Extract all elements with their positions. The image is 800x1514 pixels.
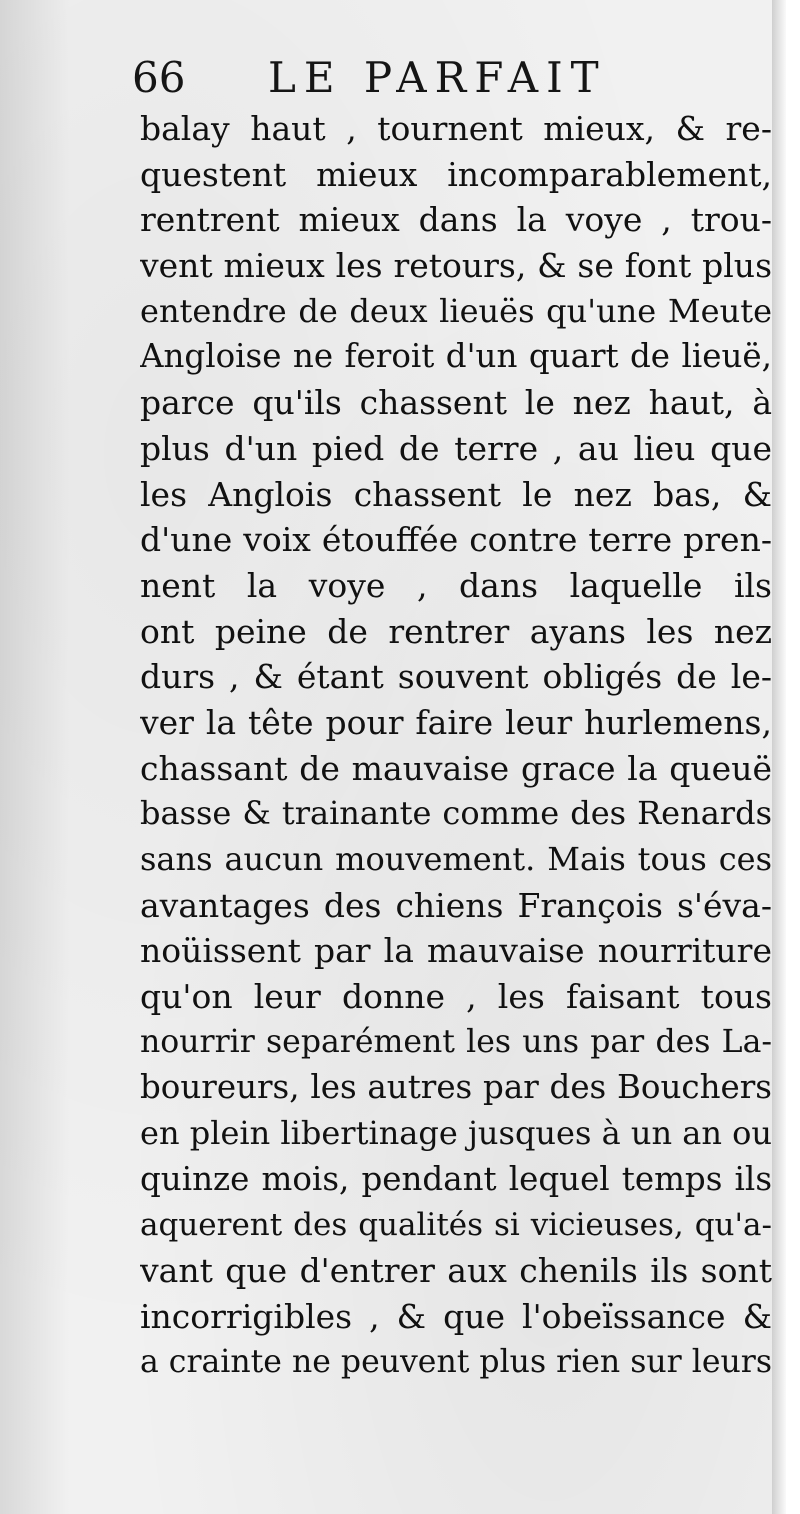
text-line: les Anglois chassent le nez bas, & [140, 474, 772, 514]
text-line: d'une voix étouffée contre terre pren- [140, 520, 772, 560]
gutter-shadow [0, 0, 70, 1514]
page-edge [772, 0, 786, 1514]
text-line: questent mieux incomparablement, [140, 154, 772, 194]
text-line: incorrigibles , & que l'obeïssance & [140, 1296, 772, 1336]
text-line: ver la tête pour faire leur hurlemens, [140, 702, 772, 742]
text-line: aquerent des qualités si vicieuses, qu'a- [140, 1206, 772, 1243]
text-line: basse & trainante comme des Renards [140, 794, 772, 833]
text-line: nent la voye , dans laquelle ils [140, 565, 772, 605]
text-line: a crainte ne peuvent plus rien sur leurs [140, 1343, 772, 1380]
text-line: boureurs, les autres par des Bouchers [140, 1068, 772, 1107]
text-line: en plein libertinage jusques à un an ou [140, 1114, 772, 1153]
text-line: ont peine de rentrer ayans les nez [140, 611, 772, 651]
page-number: 66 [132, 53, 186, 102]
text-line: chassant de mauvaise grace la queuë [140, 748, 772, 788]
text-line: vant que d'entrer aux chenils ils sont [140, 1251, 772, 1291]
text-line: Angloise ne feroit d'un quart de lieuë, [140, 337, 772, 376]
text-line: sans aucun mouvement. Mais tous ces [140, 840, 772, 878]
text-line: vent mieux les retours, & se font plus [140, 246, 772, 286]
running-head [132, 50, 692, 106]
text-line: parce qu'ils chassent le nez haut, à [140, 383, 772, 423]
text-line: noüissent par la mauvaise nourriture [140, 931, 772, 971]
text-line: quinze mois, pendant lequel temps ils [140, 1159, 772, 1198]
text-line: avantages des chiens François s'éva- [140, 885, 772, 925]
text-line: rentrent mieux dans la voye , trou- [140, 200, 772, 240]
text-line: nourrir separément les uns par des La- [140, 1023, 772, 1060]
text-line: durs , & étant souvent obligés de le- [140, 657, 772, 697]
body-text [140, 106, 772, 1385]
running-title: LE PARFAIT [268, 53, 607, 102]
text-line: balay haut , tournent mieux, & re- [140, 109, 772, 148]
text-line: plus d'un pied de terre , au lieu que [140, 428, 772, 468]
text-line: entendre de deux lieuës qu'une Meute [140, 291, 772, 330]
text-line: qu'on leur donne , les faisant tous [140, 977, 772, 1017]
